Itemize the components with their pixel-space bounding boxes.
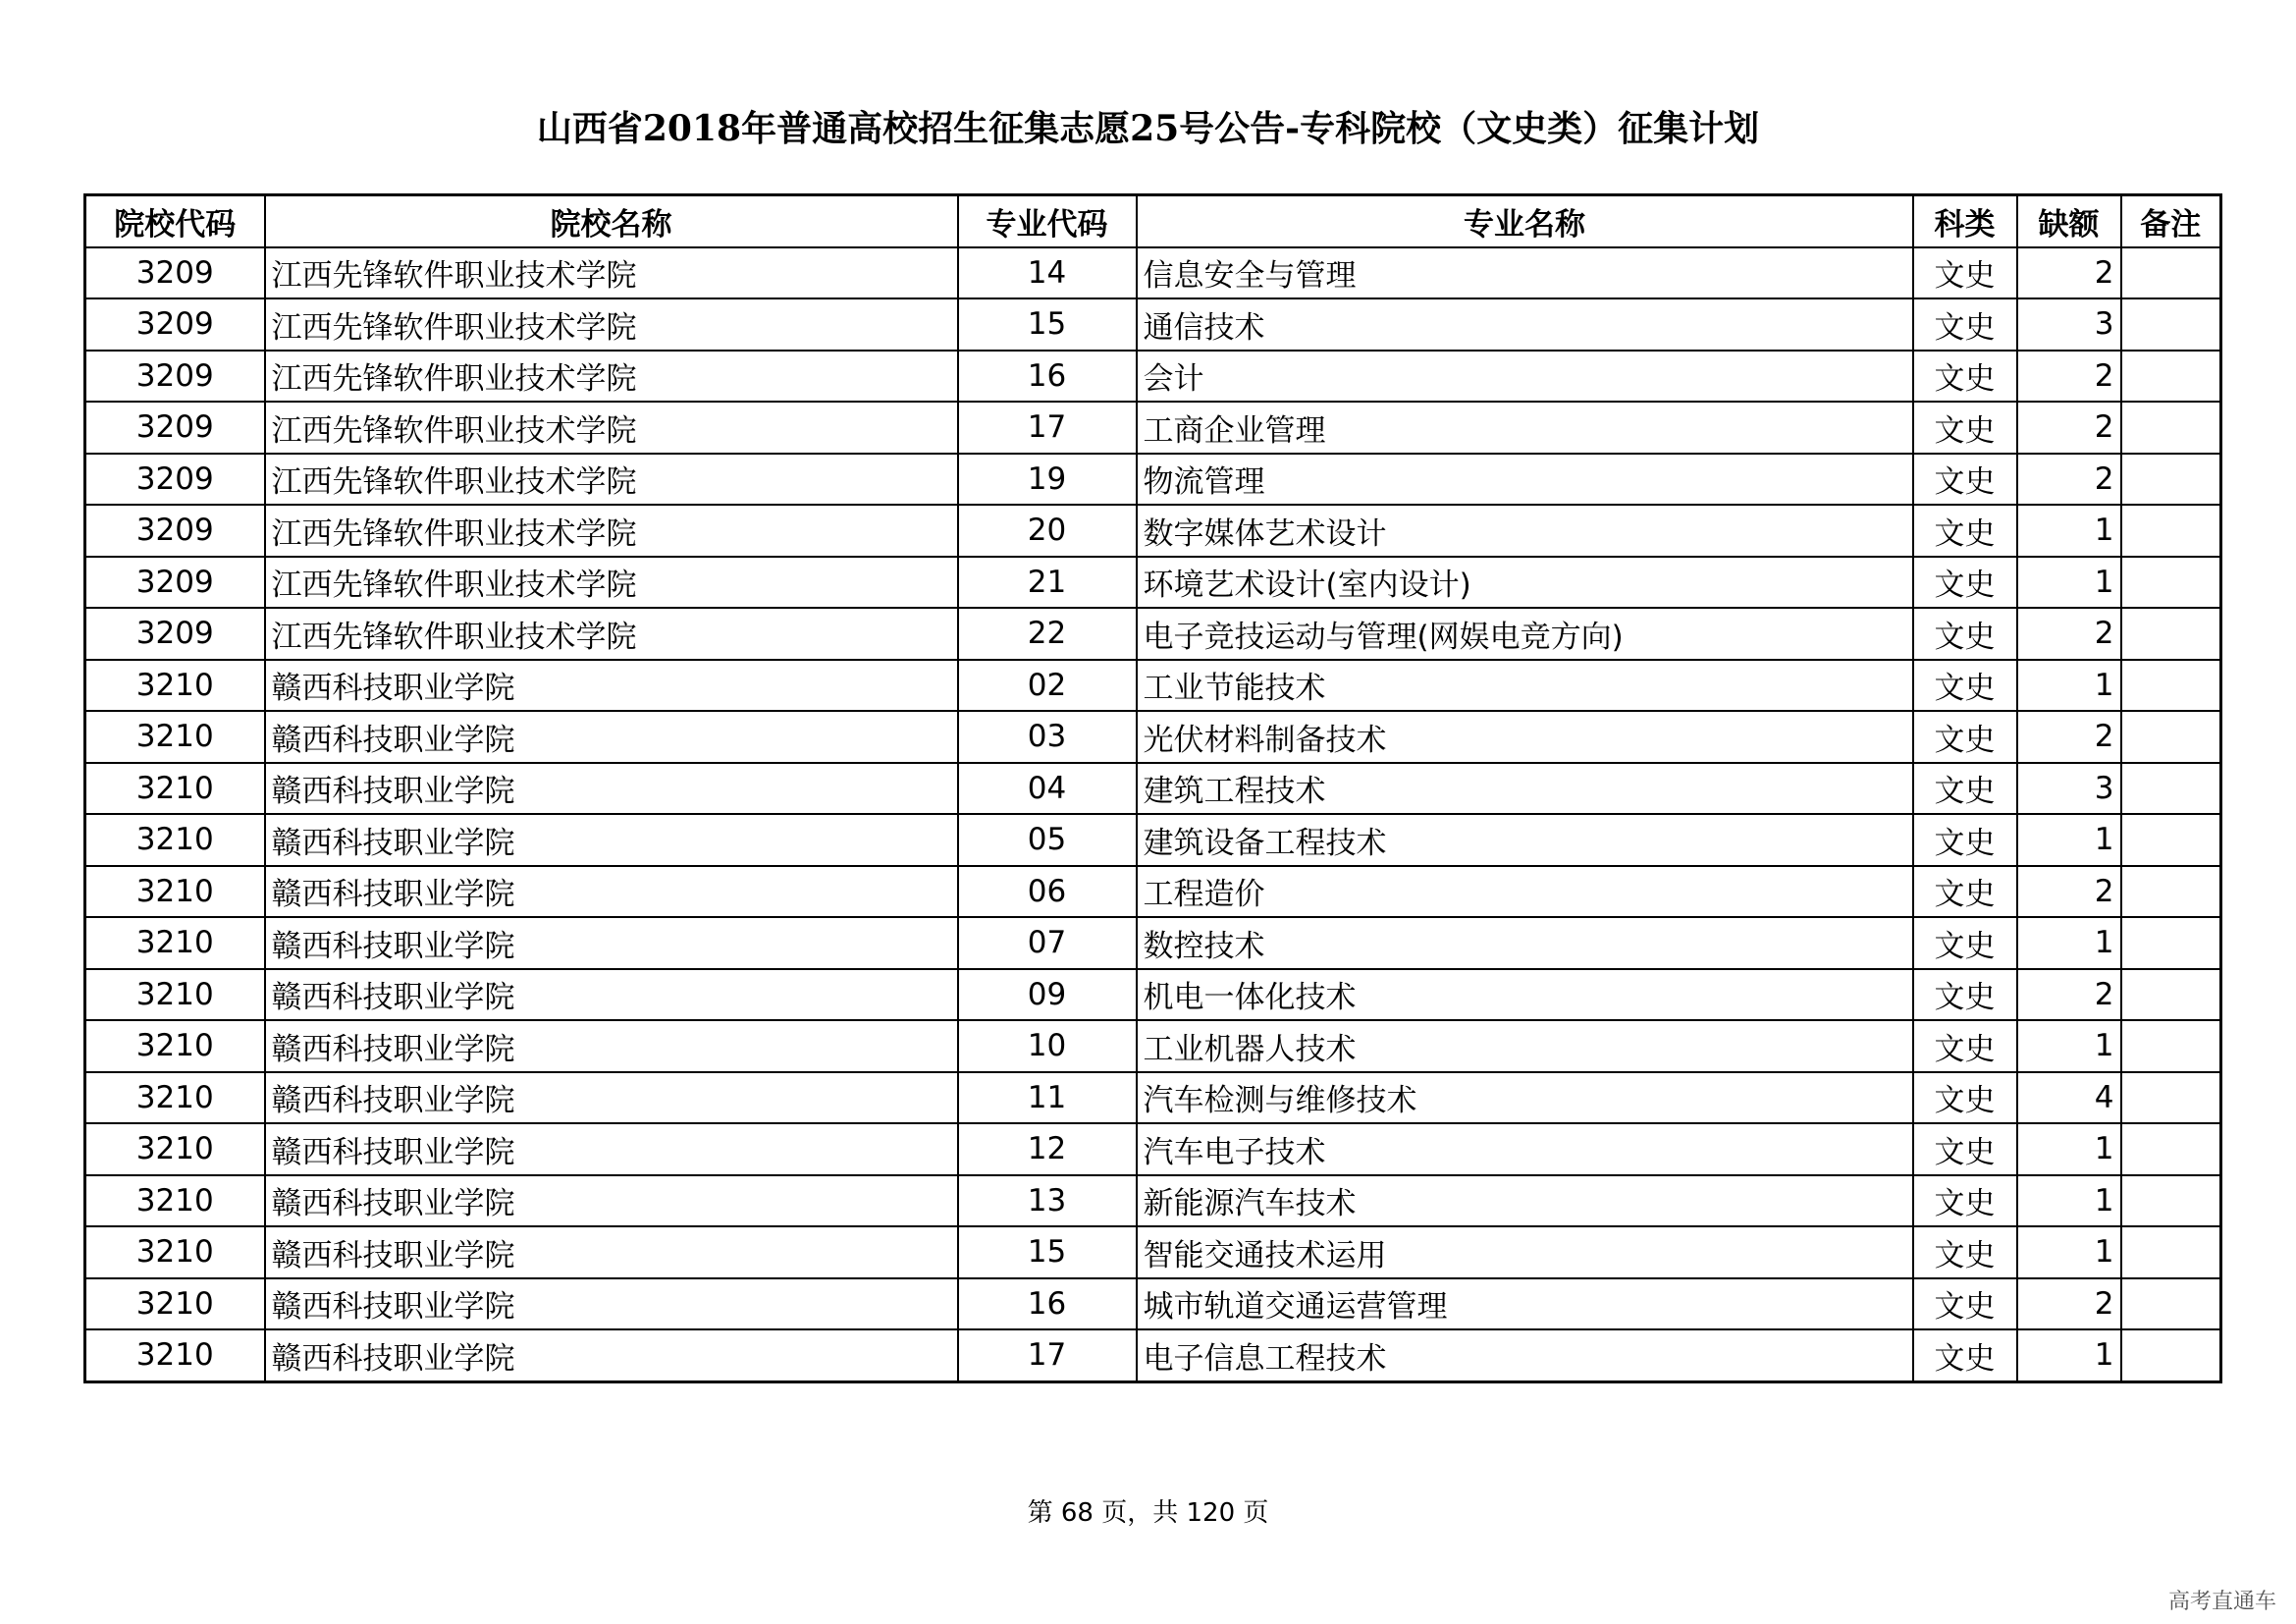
school-name-cell: 赣西科技职业学院 [265,763,958,815]
remarks-cell [2121,1020,2221,1072]
table-row [85,402,2221,454]
major-name-cell: 环境艺术设计(室内设计) [1137,557,1913,609]
remarks-cell [2121,1226,2221,1278]
major-name-cell: 工业机器人技术 [1137,1020,1913,1072]
category-cell: 文史 [1913,1329,2017,1381]
major-code-cell: 16 [958,351,1137,403]
vacancies-cell: 2 [2017,351,2121,403]
table-row [85,351,2221,403]
remarks-cell [2121,454,2221,506]
category-cell: 文史 [1913,660,2017,712]
major-name-cell: 会计 [1137,351,1913,403]
major-code-cell: 07 [958,917,1137,969]
header-vacancies: 缺额 [2017,195,2121,247]
school-name-cell: 江西先锋软件职业技术学院 [265,351,958,403]
school-code-cell: 3210 [85,1226,265,1278]
school-name-cell: 赣西科技职业学院 [265,1020,958,1072]
category-cell: 文史 [1913,917,2017,969]
table-row [85,814,2221,866]
category-cell: 文史 [1913,351,2017,403]
school-name-cell: 赣西科技职业学院 [265,917,958,969]
major-code-cell: 12 [958,1123,1137,1175]
table-row [85,1226,2221,1278]
header-category: 科类 [1913,195,2017,247]
page-title: 山西省2018年普通高校招生征集志愿25号公告-专科院校（文史类）征集计划 [536,108,1760,149]
table-row [85,711,2221,763]
major-name-cell: 建筑设备工程技术 [1137,814,1913,866]
major-name-cell: 通信技术 [1137,298,1913,351]
vacancies-cell: 2 [2017,608,2121,660]
major-code-cell: 13 [958,1175,1137,1227]
school-name-cell: 江西先锋软件职业技术学院 [265,454,958,506]
remarks-cell [2121,402,2221,454]
category-cell: 文史 [1913,298,2017,351]
major-name-cell: 电子竞技运动与管理(网娱电竞方向) [1137,608,1913,660]
vacancies-cell: 2 [2017,247,2121,299]
category-cell: 文史 [1913,1123,2017,1175]
school-code-cell: 3209 [85,298,265,351]
table-row [85,608,2221,660]
table-row [85,1175,2221,1227]
school-code-cell: 3210 [85,1278,265,1330]
category-cell: 文史 [1913,1072,2017,1124]
school-code-cell: 3210 [85,969,265,1021]
major-name-cell: 信息安全与管理 [1137,247,1913,299]
watermark: 高考直通车 [2167,1590,2276,1614]
header-school-code: 院校代码 [85,195,265,247]
school-code-cell: 3209 [85,608,265,660]
vacancies-cell: 1 [2017,1175,2121,1227]
table-row [85,1020,2221,1072]
vacancies-cell: 2 [2017,866,2121,918]
remarks-cell [2121,969,2221,1021]
remarks-cell [2121,917,2221,969]
remarks-cell [2121,1175,2221,1227]
school-code-cell: 3210 [85,763,265,815]
school-name-cell: 江西先锋软件职业技术学院 [265,557,958,609]
major-code-cell: 21 [958,557,1137,609]
vacancies-cell: 1 [2017,1123,2121,1175]
school-code-cell: 3210 [85,866,265,918]
school-code-cell: 3209 [85,557,265,609]
major-name-cell: 机电一体化技术 [1137,969,1913,1021]
table-row [85,298,2221,351]
page-footer: 第 68 页，共 120 页 [1027,1498,1269,1528]
school-name-cell: 赣西科技职业学院 [265,1123,958,1175]
major-name-cell: 物流管理 [1137,454,1913,506]
major-code-cell: 17 [958,402,1137,454]
school-name-cell: 江西先锋软件职业技术学院 [265,608,958,660]
school-code-cell: 3209 [85,247,265,299]
major-code-cell: 02 [958,660,1137,712]
school-name-cell: 赣西科技职业学院 [265,814,958,866]
remarks-cell [2121,1278,2221,1330]
major-code-cell: 05 [958,814,1137,866]
remarks-cell [2121,298,2221,351]
remarks-cell [2121,557,2221,609]
table-row [85,247,2221,299]
school-name-cell: 赣西科技职业学院 [265,1329,958,1381]
remarks-cell [2121,711,2221,763]
table-row [85,660,2221,712]
school-code-cell: 3210 [85,1020,265,1072]
school-name-cell: 赣西科技职业学院 [265,1175,958,1227]
school-code-cell: 3209 [85,454,265,506]
category-cell: 文史 [1913,1278,2017,1330]
table-row [85,1329,2221,1381]
major-code-cell: 14 [958,247,1137,299]
remarks-cell [2121,608,2221,660]
major-code-cell: 10 [958,1020,1137,1072]
school-code-cell: 3210 [85,711,265,763]
table-row [85,557,2221,609]
remarks-cell [2121,763,2221,815]
school-code-cell: 3209 [85,505,265,557]
major-code-cell: 22 [958,608,1137,660]
major-code-cell: 19 [958,454,1137,506]
category-cell: 文史 [1913,711,2017,763]
vacancies-cell: 2 [2017,1278,2121,1330]
major-name-cell: 城市轨道交通运营管理 [1137,1278,1913,1330]
school-name-cell: 江西先锋软件职业技术学院 [265,402,958,454]
vacancies-cell: 1 [2017,660,2121,712]
major-code-cell: 16 [958,1278,1137,1330]
header-school-name: 院校名称 [265,195,958,247]
vacancies-cell: 1 [2017,1020,2121,1072]
table-header-row [85,195,2221,247]
major-name-cell: 数控技术 [1137,917,1913,969]
category-cell: 文史 [1913,1175,2017,1227]
category-cell: 文史 [1913,763,2017,815]
vacancies-cell: 2 [2017,402,2121,454]
major-code-cell: 15 [958,298,1137,351]
major-name-cell: 工商企业管理 [1137,402,1913,454]
major-name-cell: 工业节能技术 [1137,660,1913,712]
vacancies-cell: 2 [2017,711,2121,763]
vacancies-cell: 1 [2017,917,2121,969]
school-code-cell: 3210 [85,1123,265,1175]
enrollment-plan-table [83,193,2222,1383]
category-cell: 文史 [1913,866,2017,918]
vacancies-cell: 1 [2017,557,2121,609]
school-name-cell: 江西先锋软件职业技术学院 [265,298,958,351]
table-row [85,1072,2221,1124]
remarks-cell [2121,866,2221,918]
school-name-cell: 赣西科技职业学院 [265,866,958,918]
remarks-cell [2121,351,2221,403]
major-code-cell: 03 [958,711,1137,763]
school-name-cell: 赣西科技职业学院 [265,969,958,1021]
table-body [85,247,2221,1382]
table-row [85,866,2221,918]
vacancies-cell: 1 [2017,1226,2121,1278]
major-code-cell: 15 [958,1226,1137,1278]
category-cell: 文史 [1913,505,2017,557]
school-name-cell: 江西先锋软件职业技术学院 [265,505,958,557]
vacancies-cell: 3 [2017,763,2121,815]
category-cell: 文史 [1913,814,2017,866]
category-cell: 文史 [1913,402,2017,454]
category-cell: 文史 [1913,969,2017,1021]
school-code-cell: 3210 [85,1072,265,1124]
table-row [85,917,2221,969]
school-name-cell: 赣西科技职业学院 [265,711,958,763]
remarks-cell [2121,247,2221,299]
major-name-cell: 新能源汽车技术 [1137,1175,1913,1227]
category-cell: 文史 [1913,1020,2017,1072]
major-name-cell: 汽车检测与维修技术 [1137,1072,1913,1124]
table-row [85,1123,2221,1175]
vacancies-cell: 2 [2017,969,2121,1021]
vacancies-cell: 1 [2017,505,2121,557]
vacancies-cell: 4 [2017,1072,2121,1124]
remarks-cell [2121,1329,2221,1381]
school-name-cell: 赣西科技职业学院 [265,1226,958,1278]
major-code-cell: 17 [958,1329,1137,1381]
remarks-cell [2121,660,2221,712]
school-name-cell: 赣西科技职业学院 [265,1072,958,1124]
school-code-cell: 3210 [85,1329,265,1381]
major-name-cell: 光伏材料制备技术 [1137,711,1913,763]
remarks-cell [2121,1072,2221,1124]
header-remarks: 备注 [2121,195,2221,247]
table-row [85,969,2221,1021]
vacancies-cell: 3 [2017,298,2121,351]
school-name-cell: 赣西科技职业学院 [265,660,958,712]
school-code-cell: 3210 [85,660,265,712]
major-code-cell: 20 [958,505,1137,557]
major-name-cell: 智能交通技术运用 [1137,1226,1913,1278]
remarks-cell [2121,814,2221,866]
major-name-cell: 电子信息工程技术 [1137,1329,1913,1381]
table-row [85,763,2221,815]
major-name-cell: 工程造价 [1137,866,1913,918]
table-row [85,505,2221,557]
school-code-cell: 3209 [85,402,265,454]
major-name-cell: 数字媒体艺术设计 [1137,505,1913,557]
category-cell: 文史 [1913,608,2017,660]
major-code-cell: 09 [958,969,1137,1021]
major-code-cell: 04 [958,763,1137,815]
school-name-cell: 江西先锋软件职业技术学院 [265,247,958,299]
school-code-cell: 3210 [85,1175,265,1227]
major-code-cell: 06 [958,866,1137,918]
category-cell: 文史 [1913,247,2017,299]
table-row [85,1278,2221,1330]
school-code-cell: 3209 [85,351,265,403]
school-code-cell: 3210 [85,917,265,969]
category-cell: 文史 [1913,557,2017,609]
category-cell: 文史 [1913,454,2017,506]
remarks-cell [2121,1123,2221,1175]
vacancies-cell: 1 [2017,1329,2121,1381]
vacancies-cell: 1 [2017,814,2121,866]
table-row [85,454,2221,506]
vacancies-cell: 2 [2017,454,2121,506]
school-name-cell: 赣西科技职业学院 [265,1278,958,1330]
category-cell: 文史 [1913,1226,2017,1278]
major-name-cell: 汽车电子技术 [1137,1123,1913,1175]
major-name-cell: 建筑工程技术 [1137,763,1913,815]
school-code-cell: 3210 [85,814,265,866]
header-major-name: 专业名称 [1137,195,1913,247]
remarks-cell [2121,505,2221,557]
major-code-cell: 11 [958,1072,1137,1124]
header-major-code: 专业代码 [958,195,1137,247]
